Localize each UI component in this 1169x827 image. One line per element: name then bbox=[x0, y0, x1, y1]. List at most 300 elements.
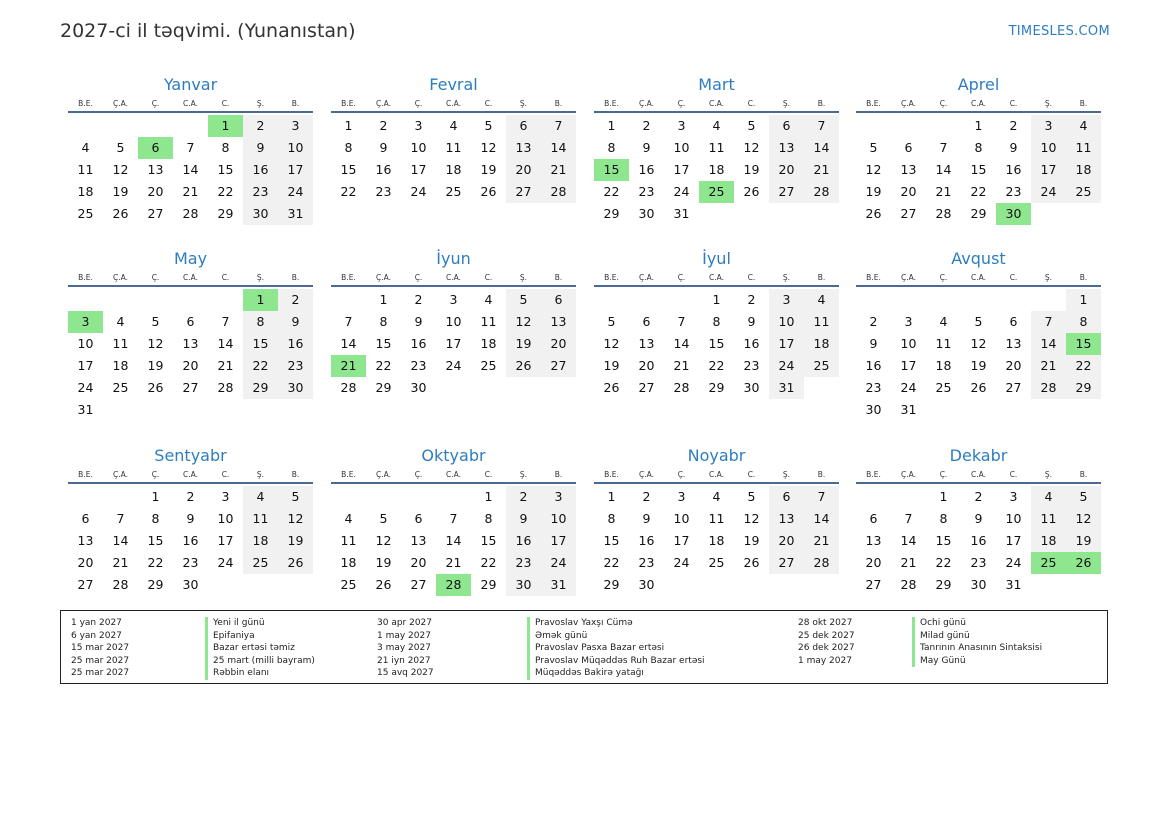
day-cell: 8 bbox=[712, 314, 721, 329]
holiday-day-cell: 26 bbox=[1066, 552, 1101, 574]
empty-cell bbox=[926, 289, 961, 311]
weekday-label: B. bbox=[1079, 99, 1088, 108]
day-cell: 15 bbox=[217, 162, 234, 177]
day-cell: 3 bbox=[449, 292, 458, 307]
empty-cell bbox=[594, 289, 629, 311]
day-cell: 28 bbox=[804, 552, 839, 574]
day-cell: 23 bbox=[638, 184, 655, 199]
day-cell: 22 bbox=[970, 184, 987, 199]
weekday-header-row bbox=[594, 97, 839, 113]
day-cell: 3 bbox=[1031, 115, 1066, 137]
day-cell: 3 bbox=[1009, 489, 1018, 504]
weekday-label: Ş. bbox=[519, 273, 528, 282]
holiday-day-cell: 15 bbox=[594, 159, 629, 181]
weekday-label: Ç. bbox=[151, 273, 160, 282]
weekday-label: B. bbox=[554, 470, 563, 479]
day-cell: 11 bbox=[480, 314, 497, 329]
day-cell: 21 bbox=[112, 555, 129, 570]
day-cell: 27 bbox=[147, 206, 164, 221]
day-cell: 21 bbox=[541, 159, 576, 181]
day-cell: 18 bbox=[77, 184, 94, 199]
day-cell: 2 bbox=[414, 292, 423, 307]
day-cell: 12 bbox=[865, 162, 882, 177]
day-cell: 4 bbox=[939, 314, 948, 329]
day-cell: 6 bbox=[414, 511, 423, 526]
weekday-label: Ş. bbox=[1044, 470, 1053, 479]
day-cell: 29 bbox=[1066, 377, 1101, 399]
empty-cell bbox=[401, 486, 436, 508]
empty-cell bbox=[856, 289, 891, 311]
day-cell: 22 bbox=[243, 355, 278, 377]
day-cell: 11 bbox=[112, 336, 129, 351]
day-cell: 10 bbox=[217, 511, 234, 526]
day-cell: 5 bbox=[747, 118, 756, 133]
page-title: 2027-ci il təqvimi. (Yunanıstan) bbox=[60, 20, 356, 42]
day-cell: 4 bbox=[484, 292, 493, 307]
holiday-day-cell: 25 bbox=[699, 181, 734, 203]
month-i̇yun bbox=[331, 247, 576, 399]
day-cell: 6 bbox=[81, 511, 90, 526]
weekday-label: B.E. bbox=[604, 273, 619, 282]
day-cell: 1 bbox=[607, 118, 616, 133]
weekday-label: C. bbox=[484, 99, 493, 108]
weekday-label: Ş. bbox=[256, 99, 265, 108]
day-cell: 16 bbox=[243, 159, 278, 181]
day-grid bbox=[68, 486, 313, 596]
weekday-header-row bbox=[331, 468, 576, 484]
day-cell: 7 bbox=[344, 314, 353, 329]
day-cell: 17 bbox=[900, 358, 917, 373]
day-cell: 5 bbox=[1066, 486, 1101, 508]
month-oktyabr bbox=[331, 444, 576, 596]
day-cell: 10 bbox=[541, 508, 576, 530]
day-cell: 31 bbox=[1005, 577, 1022, 592]
day-cell: 7 bbox=[804, 115, 839, 137]
holiday-day-cell: 6 bbox=[138, 137, 173, 159]
day-cell: 6 bbox=[769, 486, 804, 508]
weekday-label: B. bbox=[291, 470, 300, 479]
day-cell: 19 bbox=[743, 162, 760, 177]
day-cell: 14 bbox=[445, 533, 462, 548]
weekday-label: B.E. bbox=[78, 273, 93, 282]
day-cell: 30 bbox=[865, 402, 882, 417]
day-cell: 9 bbox=[379, 140, 388, 155]
day-cell: 11 bbox=[340, 533, 357, 548]
legend-holiday-name: May Günü bbox=[912, 655, 1042, 668]
day-cell: 3 bbox=[221, 489, 230, 504]
weekday-header-row bbox=[331, 97, 576, 113]
month-mart bbox=[594, 73, 839, 225]
day-cell: 2 bbox=[243, 115, 278, 137]
day-cell: 8 bbox=[221, 140, 230, 155]
day-cell: 21 bbox=[1031, 355, 1066, 377]
day-cell: 25 bbox=[935, 380, 952, 395]
day-cell: 23 bbox=[638, 555, 655, 570]
day-cell: 22 bbox=[340, 184, 357, 199]
day-cell: 7 bbox=[221, 314, 230, 329]
empty-cell bbox=[103, 289, 138, 311]
day-cell: 5 bbox=[151, 314, 160, 329]
day-cell: 25 bbox=[480, 358, 497, 373]
legend-date: 15 avq 2027 bbox=[377, 668, 434, 678]
day-grid bbox=[856, 115, 1101, 225]
weekday-label: B. bbox=[291, 99, 300, 108]
day-cell: 29 bbox=[603, 206, 620, 221]
day-cell: 3 bbox=[769, 289, 804, 311]
day-cell: 17 bbox=[769, 333, 804, 355]
day-cell: 14 bbox=[182, 162, 199, 177]
day-cell: 5 bbox=[379, 511, 388, 526]
day-cell: 29 bbox=[708, 380, 725, 395]
day-cell: 26 bbox=[147, 380, 164, 395]
day-cell: 1 bbox=[344, 118, 353, 133]
day-cell: 21 bbox=[182, 184, 199, 199]
day-cell: 24 bbox=[673, 184, 690, 199]
day-cell: 5 bbox=[747, 489, 756, 504]
day-cell: 28 bbox=[1031, 377, 1066, 399]
day-cell: 14 bbox=[340, 336, 357, 351]
empty-cell bbox=[436, 486, 471, 508]
weekday-label: C.A. bbox=[970, 273, 986, 282]
day-cell: 24 bbox=[410, 184, 427, 199]
day-cell: 19 bbox=[865, 184, 882, 199]
weekday-label: Ç. bbox=[151, 99, 160, 108]
day-cell: 19 bbox=[147, 358, 164, 373]
legend-date: 26 dek 2027 bbox=[798, 643, 855, 653]
weekday-label: Ç.A. bbox=[638, 273, 654, 282]
day-cell: 26 bbox=[278, 552, 313, 574]
day-cell: 30 bbox=[506, 574, 541, 596]
day-cell: 19 bbox=[506, 333, 541, 355]
empty-cell bbox=[138, 289, 173, 311]
day-cell: 11 bbox=[1066, 137, 1101, 159]
day-cell: 4 bbox=[712, 118, 721, 133]
day-cell: 13 bbox=[638, 336, 655, 351]
day-cell: 20 bbox=[865, 555, 882, 570]
day-cell: 1 bbox=[151, 489, 160, 504]
day-cell: 1 bbox=[939, 489, 948, 504]
legend-holiday-name: Tanrının Anasının Sintaksisi bbox=[912, 642, 1042, 655]
legend-date: 30 apr 2027 bbox=[377, 618, 433, 628]
legend-names-column bbox=[912, 617, 1042, 667]
legend-date: 28 okt 2027 bbox=[798, 618, 853, 628]
day-cell: 5 bbox=[278, 486, 313, 508]
day-cell: 2 bbox=[974, 489, 983, 504]
empty-cell bbox=[208, 289, 243, 311]
day-cell: 27 bbox=[865, 577, 882, 592]
day-cell: 18 bbox=[112, 358, 129, 373]
day-cell: 14 bbox=[804, 508, 839, 530]
day-cell: 30 bbox=[243, 203, 278, 225]
day-cell: 8 bbox=[1066, 311, 1101, 333]
weekday-label: Ş. bbox=[519, 99, 528, 108]
day-cell: 21 bbox=[804, 159, 839, 181]
day-cell: 20 bbox=[77, 555, 94, 570]
weekday-label: B.E. bbox=[78, 99, 93, 108]
day-cell: 29 bbox=[147, 577, 164, 592]
day-grid bbox=[594, 115, 839, 225]
day-cell: 15 bbox=[243, 333, 278, 355]
day-cell: 17 bbox=[278, 159, 313, 181]
day-cell: 23 bbox=[410, 358, 427, 373]
day-cell: 15 bbox=[708, 336, 725, 351]
weekday-label: B.E. bbox=[866, 99, 881, 108]
weekday-label: C. bbox=[747, 470, 756, 479]
legend-date: 6 yan 2027 bbox=[71, 630, 122, 641]
day-cell: 9 bbox=[747, 314, 756, 329]
day-cell: 8 bbox=[151, 511, 160, 526]
legend-date: 25 mar 2027 bbox=[71, 668, 130, 678]
day-cell: 18 bbox=[480, 336, 497, 351]
holiday-legend bbox=[60, 610, 1108, 684]
day-cell: 19 bbox=[278, 530, 313, 552]
day-cell: 24 bbox=[900, 380, 917, 395]
holiday-day-cell: 30 bbox=[996, 203, 1031, 225]
day-cell: 20 bbox=[182, 358, 199, 373]
day-cell: 27 bbox=[182, 380, 199, 395]
day-cell: 13 bbox=[410, 533, 427, 548]
day-cell: 2 bbox=[186, 489, 195, 504]
brand-link[interactable]: TIMESLES.COM bbox=[1008, 24, 1110, 39]
empty-cell bbox=[996, 289, 1031, 311]
day-cell: 27 bbox=[1005, 380, 1022, 395]
day-cell: 1 bbox=[974, 118, 983, 133]
day-cell: 15 bbox=[147, 533, 164, 548]
day-cell: 27 bbox=[410, 577, 427, 592]
day-cell: 18 bbox=[804, 333, 839, 355]
day-cell: 12 bbox=[970, 336, 987, 351]
day-cell: 10 bbox=[77, 336, 94, 351]
legend-date: 21 iyn 2027 bbox=[377, 655, 431, 666]
day-cell: 4 bbox=[243, 486, 278, 508]
day-cell: 27 bbox=[541, 355, 576, 377]
holiday-day-cell: 28 bbox=[436, 574, 471, 596]
day-cell: 6 bbox=[541, 289, 576, 311]
day-cell: 21 bbox=[900, 555, 917, 570]
weekday-label: Ç.A. bbox=[112, 273, 128, 282]
day-cell: 23 bbox=[375, 184, 392, 199]
weekday-label: B.E. bbox=[341, 470, 356, 479]
day-cell: 2 bbox=[747, 292, 756, 307]
day-cell: 25 bbox=[804, 355, 839, 377]
day-cell: 8 bbox=[607, 140, 616, 155]
day-cell: 26 bbox=[480, 184, 497, 199]
weekday-label: C.A. bbox=[182, 99, 198, 108]
weekday-label: Ç.A. bbox=[900, 99, 916, 108]
empty-cell bbox=[891, 115, 926, 137]
holiday-day-cell: 1 bbox=[208, 115, 243, 137]
weekday-label: C.A. bbox=[445, 273, 461, 282]
day-cell: 3 bbox=[414, 118, 423, 133]
weekday-label: C.A. bbox=[182, 273, 198, 282]
day-cell: 4 bbox=[116, 314, 125, 329]
day-cell: 20 bbox=[638, 358, 655, 373]
weekday-label: Ş. bbox=[256, 470, 265, 479]
day-cell: 7 bbox=[804, 486, 839, 508]
day-cell: 24 bbox=[1031, 181, 1066, 203]
empty-cell bbox=[629, 289, 664, 311]
weekday-label: Ş. bbox=[782, 99, 791, 108]
day-cell: 21 bbox=[935, 184, 952, 199]
empty-cell bbox=[856, 115, 891, 137]
weekday-label: C. bbox=[221, 273, 230, 282]
legend-dates-column bbox=[798, 617, 855, 667]
day-cell: 31 bbox=[77, 402, 94, 417]
day-cell: 13 bbox=[506, 137, 541, 159]
weekday-label: C. bbox=[747, 99, 756, 108]
day-cell: 26 bbox=[743, 184, 760, 199]
day-cell: 4 bbox=[344, 511, 353, 526]
holiday-day-cell: 15 bbox=[1066, 333, 1101, 355]
day-cell: 18 bbox=[340, 555, 357, 570]
day-grid bbox=[331, 486, 576, 596]
weekday-label: Ç.A. bbox=[638, 99, 654, 108]
legend-dates-column bbox=[71, 617, 129, 680]
month-title: Yanvar bbox=[163, 75, 218, 94]
day-cell: 12 bbox=[278, 508, 313, 530]
day-cell: 28 bbox=[935, 206, 952, 221]
day-cell: 30 bbox=[638, 206, 655, 221]
day-cell: 14 bbox=[1031, 333, 1066, 355]
legend-holiday-name: Pravoslav Pasxa Bazar ertəsi bbox=[527, 642, 705, 655]
weekday-label: Ç.A. bbox=[375, 99, 391, 108]
day-cell: 16 bbox=[375, 162, 392, 177]
day-cell: 18 bbox=[708, 533, 725, 548]
weekday-header-row bbox=[68, 271, 313, 287]
empty-cell bbox=[664, 289, 699, 311]
weekday-label: Ç. bbox=[414, 273, 423, 282]
day-cell: 1 bbox=[379, 292, 388, 307]
weekday-label: B. bbox=[817, 273, 826, 282]
weekday-label: B. bbox=[1079, 470, 1088, 479]
day-cell: 8 bbox=[484, 511, 493, 526]
empty-cell bbox=[138, 115, 173, 137]
weekday-label: Ş. bbox=[1044, 99, 1053, 108]
month-title: İyul bbox=[702, 249, 731, 268]
day-cell: 3 bbox=[677, 489, 686, 504]
month-fevral bbox=[331, 73, 576, 203]
day-cell: 28 bbox=[182, 206, 199, 221]
day-cell: 21 bbox=[673, 358, 690, 373]
day-cell: 12 bbox=[375, 533, 392, 548]
month-aprel bbox=[856, 73, 1101, 225]
weekday-label: Ç. bbox=[677, 470, 686, 479]
day-cell: 3 bbox=[541, 486, 576, 508]
month-yanvar bbox=[68, 73, 313, 225]
day-grid bbox=[68, 115, 313, 225]
weekday-label: Ş. bbox=[1044, 273, 1053, 282]
day-cell: 10 bbox=[278, 137, 313, 159]
legend-holiday-name: Əmək günü bbox=[527, 630, 705, 643]
day-cell: 6 bbox=[642, 314, 651, 329]
day-cell: 20 bbox=[900, 184, 917, 199]
legend-names-column bbox=[205, 617, 315, 680]
weekday-label: C. bbox=[1009, 99, 1018, 108]
day-cell: 21 bbox=[445, 555, 462, 570]
legend-holiday-name: Rəbbin elanı bbox=[205, 667, 315, 680]
day-cell: 13 bbox=[865, 533, 882, 548]
day-cell: 29 bbox=[243, 377, 278, 399]
day-cell: 19 bbox=[603, 358, 620, 373]
day-cell: 3 bbox=[904, 314, 913, 329]
day-cell: 19 bbox=[480, 162, 497, 177]
empty-cell bbox=[173, 289, 208, 311]
day-cell: 5 bbox=[116, 140, 125, 155]
day-cell: 24 bbox=[77, 380, 94, 395]
empty-cell bbox=[961, 289, 996, 311]
day-cell: 12 bbox=[480, 140, 497, 155]
day-cell: 18 bbox=[935, 358, 952, 373]
day-cell: 14 bbox=[673, 336, 690, 351]
day-cell: 4 bbox=[81, 140, 90, 155]
day-cell: 7 bbox=[186, 140, 195, 155]
empty-cell bbox=[103, 486, 138, 508]
day-cell: 7 bbox=[541, 115, 576, 137]
day-cell: 23 bbox=[278, 355, 313, 377]
holiday-day-cell: 21 bbox=[331, 355, 366, 377]
legend-date: 25 mar 2027 bbox=[71, 655, 130, 666]
day-cell: 2 bbox=[506, 486, 541, 508]
weekday-label: Ç. bbox=[677, 273, 686, 282]
legend-date: 1 yan 2027 bbox=[71, 618, 122, 628]
weekday-label: B. bbox=[817, 99, 826, 108]
weekday-label: Ç.A. bbox=[375, 273, 391, 282]
day-cell: 15 bbox=[970, 162, 987, 177]
day-cell: 25 bbox=[77, 206, 94, 221]
month-title: İyun bbox=[436, 249, 471, 268]
weekday-label: Ç.A. bbox=[375, 470, 391, 479]
weekday-label: B. bbox=[554, 273, 563, 282]
day-cell: 16 bbox=[410, 336, 427, 351]
day-cell: 13 bbox=[769, 137, 804, 159]
day-cell: 26 bbox=[865, 206, 882, 221]
weekday-label: B.E. bbox=[341, 273, 356, 282]
day-cell: 11 bbox=[445, 140, 462, 155]
day-cell: 22 bbox=[708, 358, 725, 373]
day-cell: 23 bbox=[182, 555, 199, 570]
day-cell: 28 bbox=[112, 577, 129, 592]
month-title: Sentyabr bbox=[154, 446, 227, 465]
day-cell: 15 bbox=[340, 162, 357, 177]
holiday-day-cell: 3 bbox=[68, 311, 103, 333]
day-cell: 3 bbox=[677, 118, 686, 133]
weekday-label: C. bbox=[221, 99, 230, 108]
day-cell: 8 bbox=[379, 314, 388, 329]
weekday-label: Ç. bbox=[151, 470, 160, 479]
weekday-label: C.A. bbox=[445, 470, 461, 479]
day-cell: 24 bbox=[673, 555, 690, 570]
day-cell: 29 bbox=[970, 206, 987, 221]
day-cell: 24 bbox=[445, 358, 462, 373]
day-cell: 6 bbox=[186, 314, 195, 329]
day-cell: 9 bbox=[974, 511, 983, 526]
month-i̇yul bbox=[594, 247, 839, 399]
weekday-label: C.A. bbox=[970, 470, 986, 479]
weekday-header-row bbox=[594, 468, 839, 484]
day-cell: 25 bbox=[112, 380, 129, 395]
day-grid bbox=[68, 289, 313, 421]
day-cell: 26 bbox=[112, 206, 129, 221]
day-cell: 31 bbox=[769, 377, 804, 399]
day-cell: 25 bbox=[340, 577, 357, 592]
day-cell: 16 bbox=[278, 333, 313, 355]
day-cell: 22 bbox=[375, 358, 392, 373]
day-cell: 7 bbox=[904, 511, 913, 526]
day-cell: 16 bbox=[743, 336, 760, 351]
day-cell: 2 bbox=[642, 489, 651, 504]
day-cell: 28 bbox=[541, 181, 576, 203]
day-cell: 16 bbox=[638, 533, 655, 548]
